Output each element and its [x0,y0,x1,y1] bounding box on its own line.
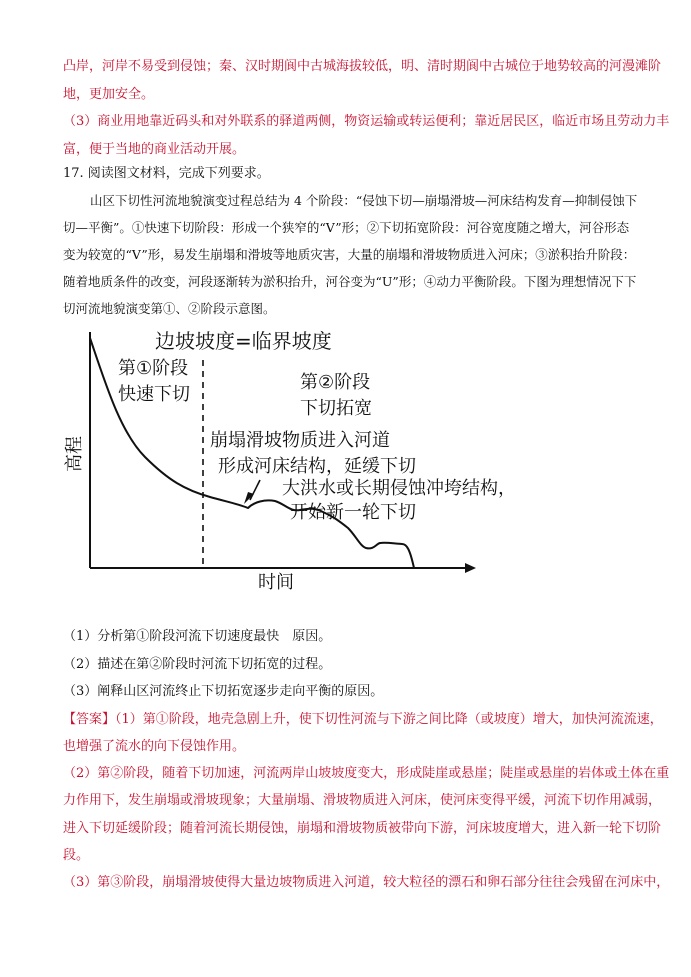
answer-prev-line-3: （3）商业用地靠近码头和对外联系的驿道两侧，物资运输或转运便利；靠近居民区，临近市场且劳动力丰 [63,114,670,129]
question-header: 17. 阅读图文材料，完成下列要求。 [63,166,270,181]
question-para-3: 变为较宽的“V”形，易发生崩塌和滑坡等地质灾害，大量的崩塌和滑坡物质进入河床；③淤积抬升阶段： [63,247,636,262]
answer-prev-line-1: 凸岸，河岸不易受到侵蚀；秦、汉时期阆中古城海拔较低，明、清时期阆中古城位于地势较高的河漫滩阶 [63,59,662,74]
answer-line-6: 段。 [63,848,90,863]
sub-question-2: （2）描述在第②阶段时河流下切拓宽的过程。 [63,657,332,672]
x-axis-arrow [465,563,476,573]
question-para-5: 切河流地貌演变第①、②阶段示意图。 [63,301,276,316]
answer-line-3: （2）第②阶段，随着下切加速，河流两岸山坡坡度变大，形成陡崖或悬崖；陡崖或悬崖的岩体或土体在重 [63,766,670,781]
answer-text-1: （1）第①阶段，地壳急剧上升，使下切性河流与下游之间比降（或坡度）增大，加快河流流速， [115,712,663,727]
stage2-subtitle: 下切拓宽 [300,398,372,419]
sub-question-3: （3）阐释山区河流终止下切拓宽逐步走向平衡的原因。 [63,684,384,699]
stage1-title: 第①阶段 [118,358,189,379]
note-arrow-line [250,480,260,500]
answer-line-5: 进入下切延缓阶段；随着河流长期侵蚀，崩塌和滑坡物质被带向下游，河床坡度增大，进入新一轮下切阶 [63,821,662,836]
answer-line-4: 力作用下，发生崩塌或滑坡现象；大量崩塌、滑坡物质进入河床，使河床变得平缓，河流下切作用减弱， [63,793,662,808]
answer-line-2: 也增强了流水的向下侵蚀作用。 [63,739,246,754]
y-axis-label: 高程 [64,436,85,472]
stage1-subtitle: 快速下切 [118,384,190,405]
sub-question-1: （1）分析第①阶段河流下切速度最快 原因。 [63,629,332,644]
answer-tag: 【答案】 [63,712,116,727]
stage2-title: 第②阶段 [300,372,371,393]
question-para-1: 山区下切性河流地貌演变过程总结为 4 个阶段：“侵蚀下切—崩塌滑坡—河床结构发育—抑制侵蚀下 [90,193,638,208]
note-line-1: 崩塌滑坡物质进入河道 [210,430,390,451]
note-arrow-head [244,492,254,504]
note-line-2: 形成河床结构，延缓下切 [218,456,416,477]
question-para-4: 随着地质条件的改变，河段逐渐转为淤积抬升，河谷变为“U”形；④动力平衡阶段。下图为理想情况下下 [63,274,637,289]
question-para-2: 切—平衡”。①快速下切阶段：形成一个狭窄的“V”形；②下切拓宽阶段：河谷宽度随之增大，河谷形态 [63,220,630,235]
river-stage-diagram [60,322,516,594]
critical-slope-label: 边坡坡度=临界坡度 [155,329,332,353]
answer-prev-line-4: 富，便于当地的商业活动开展。 [63,142,246,157]
answer-prev-line-2: 地，更加安全。 [63,87,155,102]
answer-line-1 [63,711,663,729]
x-axis-label: 时间 [258,572,294,593]
note-line-4: 开始新一轮下切 [290,502,416,523]
answer-line-7: （3）第③阶段，崩塌滑坡使得大量边坡物质进入河道，较大粒径的漂石和卵石部分往往会残留在河床中， [63,875,670,890]
note-line-3: 大洪水或长期侵蚀冲垮结构， [282,478,516,499]
